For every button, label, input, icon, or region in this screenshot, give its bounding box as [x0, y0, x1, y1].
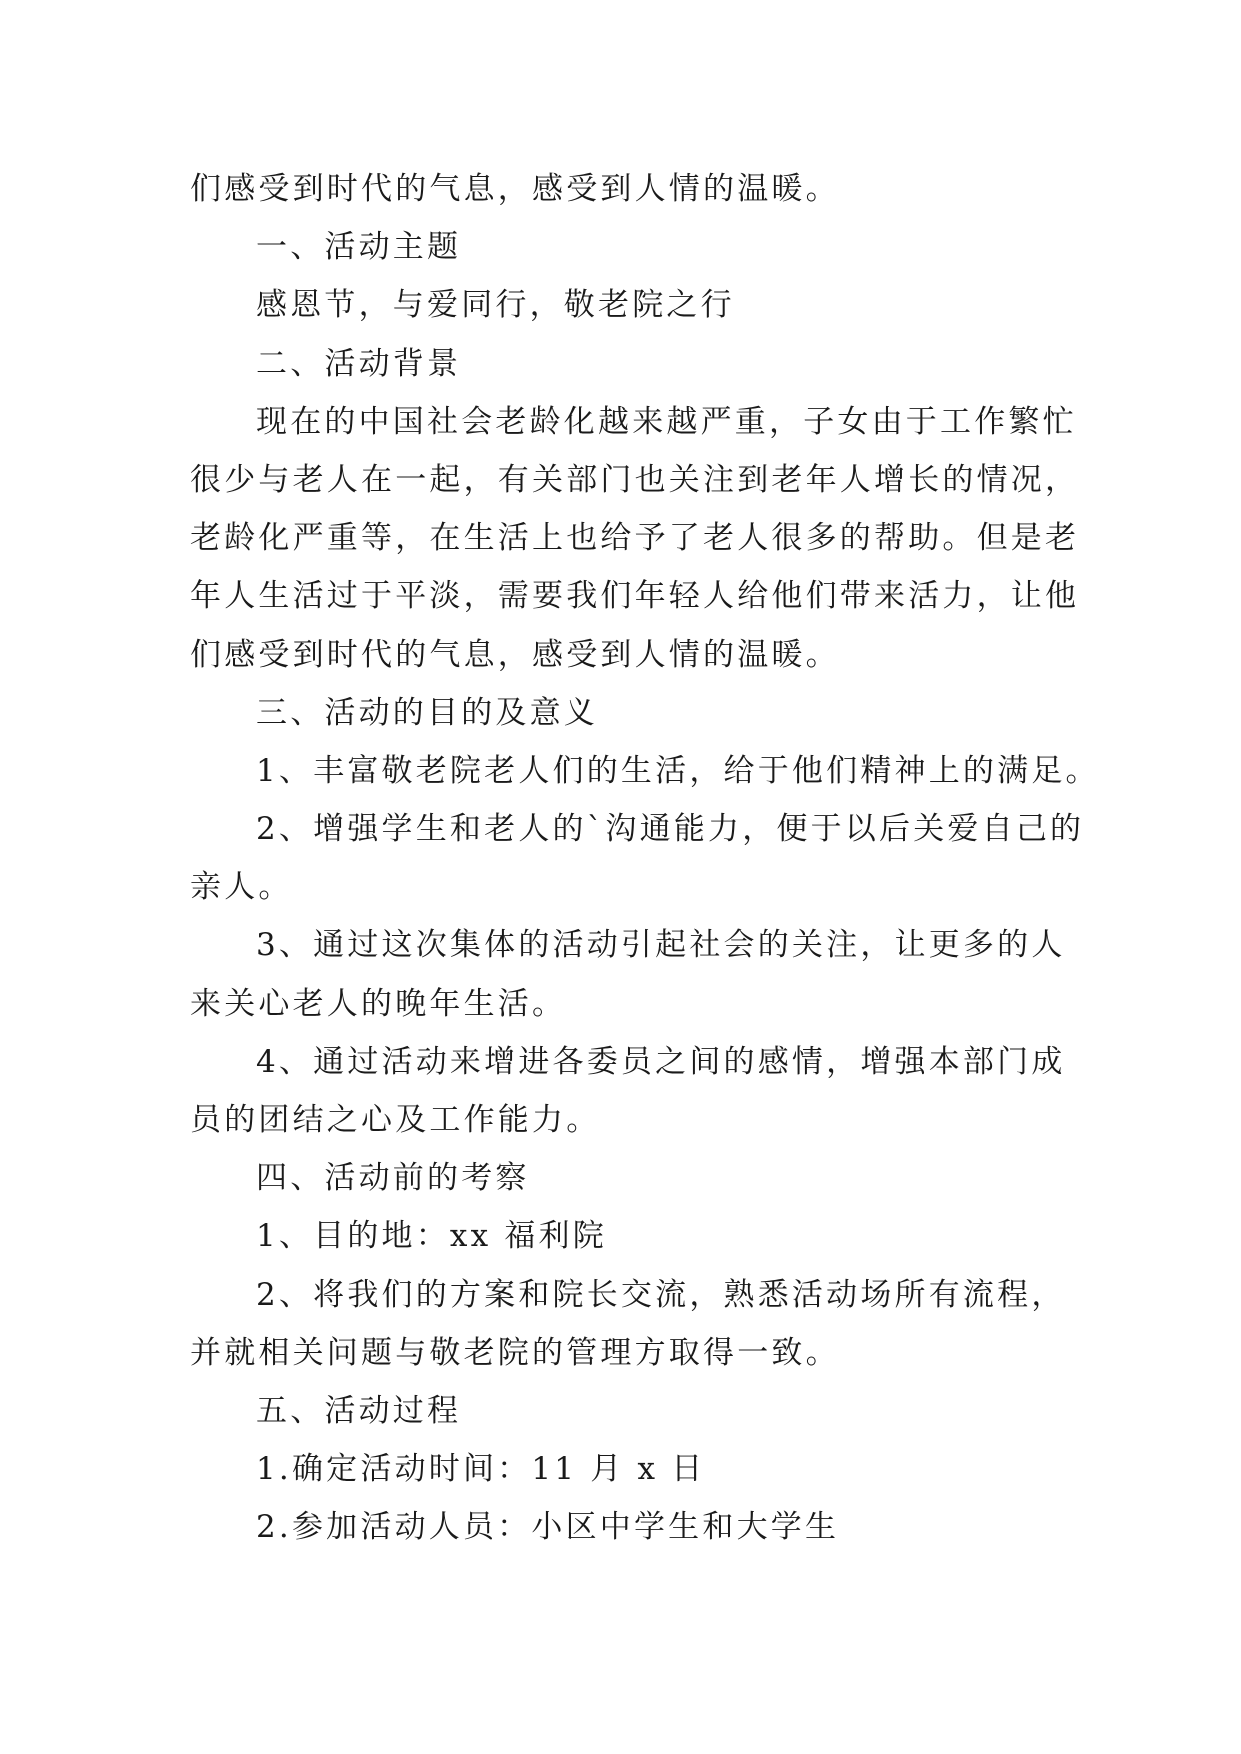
list-item: 2、增强学生和老人的`沟通能力，便于以后关爱自己的	[256, 811, 1085, 848]
paragraph-line: 亲人。	[190, 869, 293, 906]
list-item: 1、丰富敬老院老人们的生活，给于他们精神上的满足。	[256, 752, 1100, 789]
section-heading-background: 二、活动背景	[256, 345, 462, 382]
paragraph-line: 来关心老人的晚年生活。	[190, 985, 567, 1022]
paragraph-line: 感恩节，与爱同行，敬老院之行	[256, 287, 735, 324]
paragraph-line: 老龄化严重等，在生活上也给予了老人很多的帮助。但是老	[190, 520, 1080, 557]
paragraph-line: 们感受到时代的气息，感受到人情的温暖。	[190, 171, 840, 207]
paragraph-line: 并就相关问题与敬老院的管理方取得一致。	[190, 1334, 840, 1371]
list-item: 2.参加活动人员：小区中学生和大学生	[256, 1509, 840, 1546]
section-heading-inspection: 四、活动前的考察	[256, 1160, 530, 1197]
paragraph-line: 们感受到时代的气息，感受到人情的温暖。	[190, 636, 840, 673]
paragraph-line: 员的团结之心及工作能力。	[190, 1102, 601, 1138]
list-item: 4、通过活动来增进各委员之间的感情，增强本部门成	[256, 1043, 1066, 1080]
document-body	[190, 160, 1100, 1557]
section-heading-purpose: 三、活动的目的及意义	[256, 694, 598, 731]
section-heading-theme: 一、活动主题	[256, 229, 462, 266]
paragraph-line: 很少与老人在一起，有关部门也关注到老年人增长的情况，	[190, 461, 1080, 498]
list-item: 1.确定活动时间：11 月 x 日	[256, 1451, 706, 1488]
paragraph-line: 年人生活过于平淡，需要我们年轻人给他们带来活力，让他	[190, 578, 1080, 615]
section-heading-process: 五、活动过程	[256, 1392, 462, 1429]
paragraph-line: 现在的中国社会老龄化越来越严重，子女由于工作繁忙	[256, 403, 1077, 440]
list-item: 3、通过这次集体的活动引起社会的关注，让更多的人	[256, 927, 1066, 964]
list-item: 1、目的地：xx 福利院	[256, 1218, 607, 1255]
list-item: 2、将我们的方案和院长交流，熟悉活动场所有流程，	[256, 1276, 1066, 1313]
